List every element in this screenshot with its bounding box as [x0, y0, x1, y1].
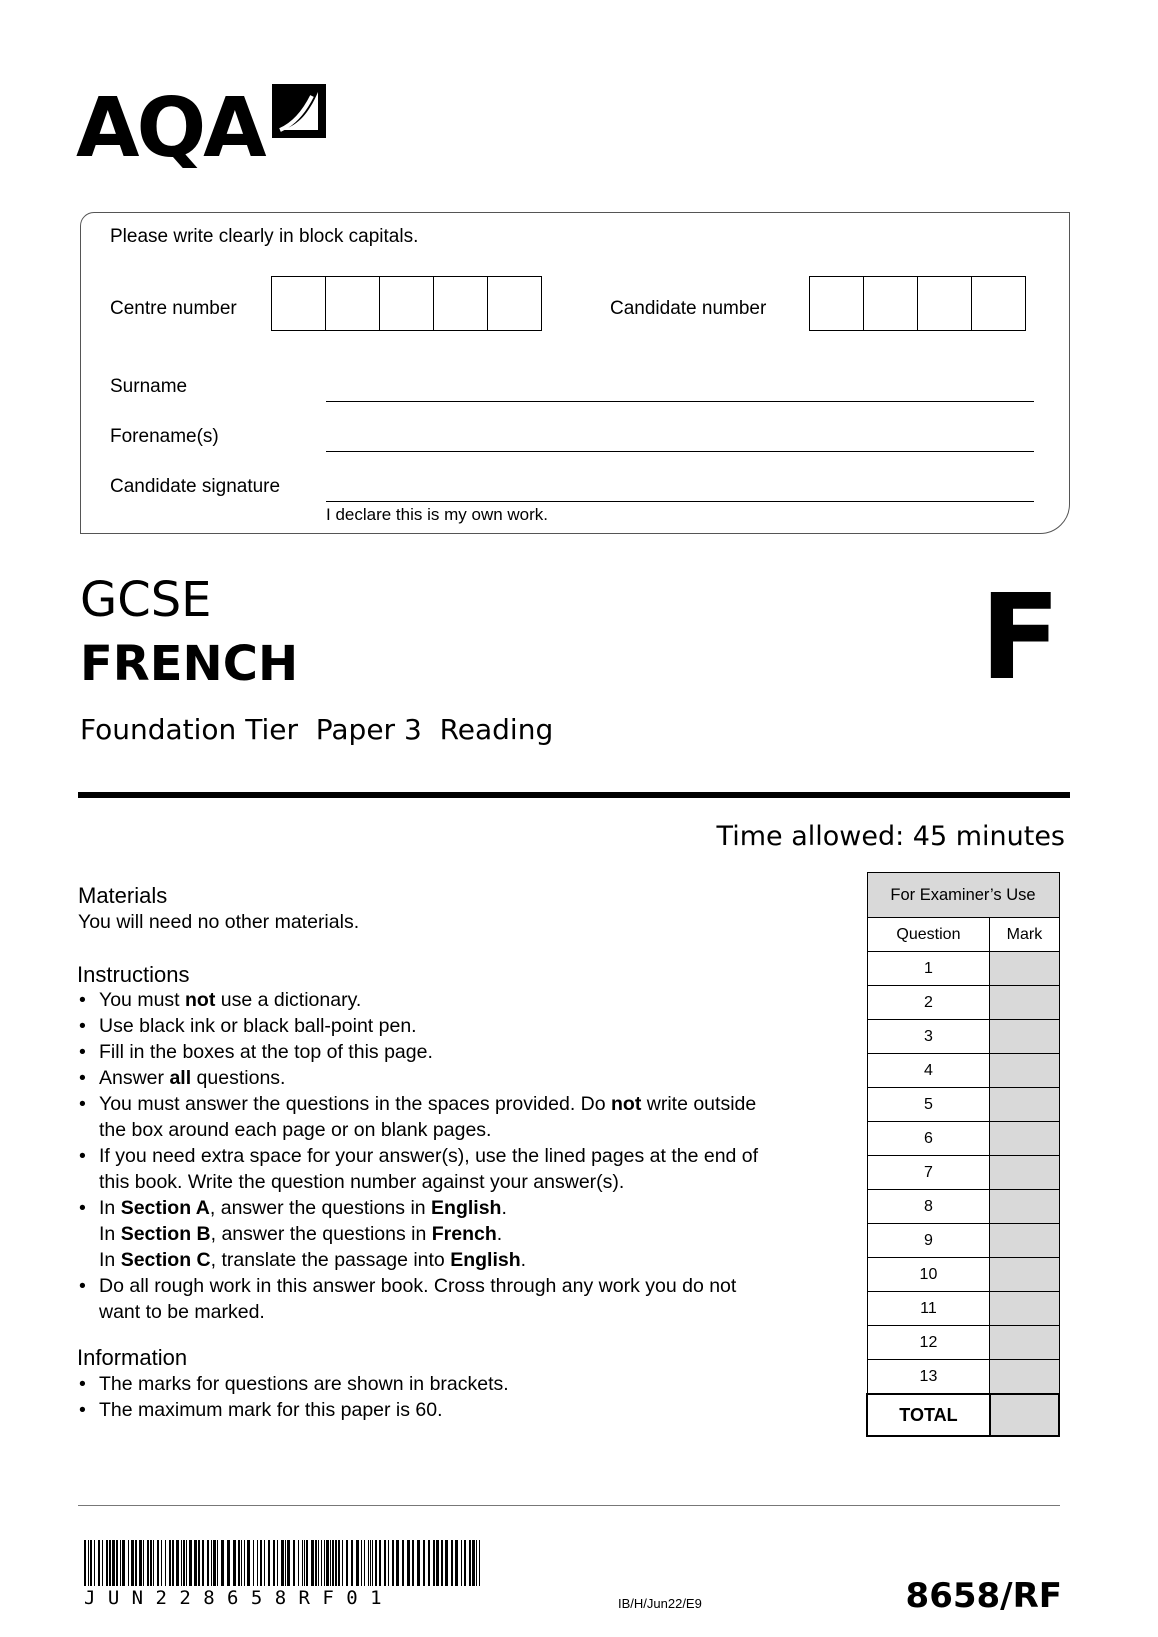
list-item: • Fill in the boxes at the top of this page. — [77, 1039, 857, 1065]
subject-title: FRENCH — [80, 636, 299, 692]
centre-digit-box[interactable] — [379, 276, 434, 331]
aqa-leaf-icon — [272, 84, 326, 138]
list-item: • You must answer the questions in the spaces provided. Do not write outside the box around each page or on blank pages. — [77, 1091, 857, 1143]
barcode-bar — [88, 1540, 89, 1586]
aqa-logo — [76, 81, 336, 176]
information-heading: Information — [77, 1345, 188, 1370]
table-row — [867, 952, 1059, 986]
barcode-bar — [370, 1540, 371, 1586]
mark-cell — [990, 1088, 1059, 1122]
question-number-cell: 7 — [867, 1156, 990, 1190]
table-row — [867, 1122, 1059, 1156]
list-item: • Do all rough work in this answer book. Cross through any work you do not want to be marked. — [77, 1273, 857, 1325]
barcode-bar — [183, 1540, 185, 1586]
barcode-bar — [194, 1540, 197, 1586]
candidate-digit-box[interactable] — [971, 276, 1026, 331]
barcode-bar — [268, 1540, 270, 1586]
barcode-bar — [90, 1540, 92, 1586]
barcode-bar — [253, 1540, 254, 1586]
barcode-bar — [417, 1540, 420, 1586]
table-row — [867, 1258, 1059, 1292]
barcode-bar — [172, 1540, 174, 1586]
surname-label: Surname — [110, 376, 188, 397]
question-number-cell: 9 — [867, 1224, 990, 1258]
barcode-bar — [472, 1540, 475, 1586]
barcode-bar — [116, 1540, 118, 1586]
barcode-bar — [293, 1540, 295, 1586]
barcode-bar — [120, 1540, 121, 1586]
barcode-bar — [176, 1540, 179, 1586]
barcode-bar — [161, 1540, 162, 1586]
barcode-bar — [451, 1540, 453, 1586]
barcode-bar — [186, 1540, 187, 1586]
barcode-bar — [202, 1540, 204, 1586]
barcode-bar — [364, 1540, 365, 1586]
barcode-bar — [281, 1540, 284, 1586]
table-row — [867, 1360, 1059, 1395]
barcode-bar — [181, 1540, 182, 1586]
table-row — [867, 1020, 1059, 1054]
barcode-bar — [407, 1540, 410, 1586]
barcode-bar — [302, 1540, 303, 1586]
tier-paper-line: Foundation Tier Paper 3 Reading — [80, 713, 554, 746]
barcode-bar — [287, 1540, 290, 1586]
barcode-bar — [98, 1540, 100, 1586]
question-number-cell: 13 — [867, 1360, 990, 1395]
centre-digit-box[interactable] — [271, 276, 326, 331]
barcode-bar — [441, 1540, 443, 1586]
barcode-bar — [131, 1540, 134, 1586]
barcode-bar — [412, 1540, 414, 1586]
barcode-bar — [241, 1540, 242, 1586]
qualification-title: GCSE — [80, 572, 212, 628]
table-row — [867, 1224, 1059, 1258]
examiner-use-table — [866, 872, 1060, 1437]
question-number-cell: 11 — [867, 1292, 990, 1326]
mark-cell — [990, 1122, 1059, 1156]
barcode-bar — [321, 1540, 322, 1586]
barcode-bar — [298, 1540, 299, 1586]
barcode — [84, 1540, 482, 1586]
signature-label: Candidate signature — [110, 476, 281, 497]
barcode-bar — [464, 1540, 466, 1586]
list-item: • In Section A, answer the questions in English. In Section B, answer the questions in French. In Section C, translate the passage into English. — [77, 1195, 857, 1273]
question-number-cell: 4 — [867, 1054, 990, 1088]
centre-digit-box[interactable] — [433, 276, 488, 331]
barcode-bar — [112, 1540, 115, 1586]
mark-cell — [990, 1360, 1059, 1395]
barcode-bar — [227, 1540, 230, 1586]
question-number-cell: 3 — [867, 1020, 990, 1054]
barcode-bar — [257, 1540, 258, 1586]
barcode-bar — [109, 1540, 111, 1586]
block-capitals-instruction: Please write clearly in block capitals. — [110, 226, 419, 247]
forenames-label: Forename(s) — [110, 426, 219, 447]
list-item: • If you need extra space for your answer(s), use the lined pages at the end of this book. Write the question number against your answer(s). — [77, 1143, 857, 1195]
barcode-bar — [221, 1540, 224, 1586]
candidate-number-label: Candidate number — [610, 298, 767, 319]
barcode-bar — [379, 1540, 381, 1586]
barcode-bar — [372, 1540, 373, 1586]
total-mark-cell — [990, 1394, 1059, 1436]
barcode-bar — [455, 1540, 458, 1586]
paper-code: 8658/RF — [905, 1576, 1062, 1616]
centre-digit-box[interactable] — [325, 276, 380, 331]
barcode-bar — [139, 1540, 142, 1586]
barcode-bar — [153, 1540, 154, 1586]
barcode-bar — [135, 1540, 137, 1586]
barcode-bar — [428, 1540, 430, 1586]
barcode-bar — [388, 1540, 389, 1586]
list-item: • The marks for questions are shown in brackets. — [77, 1371, 837, 1397]
list-item: • You must not use a dictionary. — [77, 987, 857, 1013]
barcode-bar — [247, 1540, 250, 1586]
barcode-bar — [277, 1540, 278, 1586]
barcode-bar — [273, 1540, 275, 1586]
candidate-digit-box[interactable] — [863, 276, 918, 331]
barcode-bar — [211, 1540, 212, 1586]
instructions-heading: Instructions — [77, 962, 190, 987]
barcode-bar — [304, 1540, 305, 1586]
paper-reference: IB/H/Jun22/E9 — [618, 1596, 702, 1611]
mark-cell — [990, 952, 1059, 986]
barcode-bar — [198, 1540, 200, 1586]
signature-line[interactable] — [326, 501, 1034, 502]
time-allowed: Time allowed: 45 minutes — [716, 821, 1065, 852]
barcode-bar — [469, 1540, 471, 1586]
barcode-bar — [423, 1540, 425, 1586]
mark-cell — [990, 1258, 1059, 1292]
barcode-bar — [361, 1540, 362, 1586]
barcode-bar — [264, 1540, 265, 1586]
barcode-bar — [324, 1540, 325, 1586]
table-row — [867, 1156, 1059, 1190]
barcode-bar — [396, 1540, 399, 1586]
barcode-bar — [233, 1540, 236, 1586]
barcode-bar — [189, 1540, 192, 1586]
barcode-text: JUN228658RF01 — [84, 1587, 394, 1609]
table-row — [867, 986, 1059, 1020]
barcode-bar — [244, 1540, 245, 1586]
barcode-bar — [433, 1540, 435, 1586]
list-item: • Use black ink or black ball-point pen. — [77, 1013, 857, 1039]
centre-number-label: Centre number — [110, 298, 237, 319]
question-number-cell: 6 — [867, 1122, 990, 1156]
list-item: • Answer all questions. — [77, 1065, 857, 1091]
barcode-bar — [213, 1540, 216, 1586]
barcode-bar — [165, 1540, 166, 1586]
examiner-table-header: For Examiner’s Use — [867, 873, 1059, 918]
barcode-bar — [384, 1540, 386, 1586]
question-number-cell: 8 — [867, 1190, 990, 1224]
barcode-bar — [260, 1540, 262, 1586]
barcode-bar — [368, 1540, 369, 1586]
divider-rule — [78, 792, 1070, 798]
barcode-bar — [311, 1540, 314, 1586]
footer-rule — [78, 1505, 1060, 1506]
table-row — [867, 1054, 1059, 1088]
logo-text: AQA — [76, 81, 264, 176]
barcode-bar — [335, 1540, 337, 1586]
instructions-list — [77, 987, 857, 1325]
barcode-bar — [346, 1540, 348, 1586]
table-row — [867, 1292, 1059, 1326]
barcode-bar — [207, 1540, 209, 1586]
barcode-bar — [106, 1540, 108, 1586]
barcode-bar — [356, 1540, 359, 1586]
mark-cell — [990, 1190, 1059, 1224]
declaration-text: I declare this is my own work. — [326, 505, 549, 524]
question-number-cell: 1 — [867, 952, 990, 986]
centre-digit-box[interactable] — [487, 276, 542, 331]
candidate-digit-box[interactable] — [809, 276, 864, 331]
mark-cell — [990, 1224, 1059, 1258]
barcode-bar — [332, 1540, 334, 1586]
barcode-bar — [128, 1540, 129, 1586]
question-number-cell: 5 — [867, 1088, 990, 1122]
surname-line[interactable] — [326, 401, 1034, 402]
barcode-bar — [375, 1540, 377, 1586]
barcode-bar — [217, 1540, 218, 1586]
materials-heading: Materials — [78, 883, 168, 908]
barcode-bar — [147, 1540, 149, 1586]
barcode-bar — [169, 1540, 171, 1586]
barcode-bar — [150, 1540, 152, 1586]
barcode-bar — [315, 1540, 317, 1586]
barcode-bar — [122, 1540, 125, 1586]
barcode-bar — [479, 1540, 480, 1586]
barcode-bar — [330, 1540, 331, 1586]
forenames-line[interactable] — [326, 451, 1034, 452]
barcode-bar — [326, 1540, 329, 1586]
question-number-cell: 12 — [867, 1326, 990, 1360]
list-item: • The maximum mark for this paper is 60. — [77, 1397, 837, 1423]
barcode-bar — [318, 1540, 319, 1586]
mark-cell — [990, 1326, 1059, 1360]
barcode-bar — [143, 1540, 144, 1586]
barcode-bar — [84, 1540, 86, 1586]
mark-cell — [990, 1054, 1059, 1088]
barcode-bar — [102, 1540, 103, 1586]
mark-cell — [990, 986, 1059, 1020]
barcode-bar — [342, 1540, 343, 1586]
total-label: TOTAL — [867, 1394, 990, 1436]
mark-cell — [990, 1020, 1059, 1054]
question-number-cell: 2 — [867, 986, 990, 1020]
barcode-bar — [94, 1540, 95, 1586]
barcode-bar — [392, 1540, 394, 1586]
barcode-bar — [402, 1540, 404, 1586]
question-number-cell: 10 — [867, 1258, 990, 1292]
materials-text: You will need no other materials. — [78, 911, 360, 933]
barcode-bar — [306, 1540, 308, 1586]
candidate-digit-box[interactable] — [917, 276, 972, 331]
mark-cell — [990, 1156, 1059, 1190]
candidate-number-boxes[interactable] — [810, 276, 1026, 331]
barcode-bar — [338, 1540, 340, 1586]
barcode-bar — [445, 1540, 448, 1586]
barcode-bar — [476, 1540, 477, 1586]
question-column-header: Question — [867, 918, 990, 952]
barcode-bar — [157, 1540, 159, 1586]
centre-number-boxes[interactable] — [272, 276, 542, 331]
barcode-bar — [238, 1540, 240, 1586]
barcode-bar — [351, 1540, 353, 1586]
information-list — [77, 1371, 837, 1423]
table-row — [867, 1088, 1059, 1122]
barcode-bar — [436, 1540, 439, 1586]
barcode-bar — [461, 1540, 462, 1586]
tier-letter: F — [980, 568, 1061, 706]
barcode-bar — [285, 1540, 286, 1586]
table-row — [867, 1190, 1059, 1224]
mark-column-header: Mark — [990, 918, 1059, 952]
mark-cell — [990, 1292, 1059, 1326]
table-row — [867, 1326, 1059, 1360]
